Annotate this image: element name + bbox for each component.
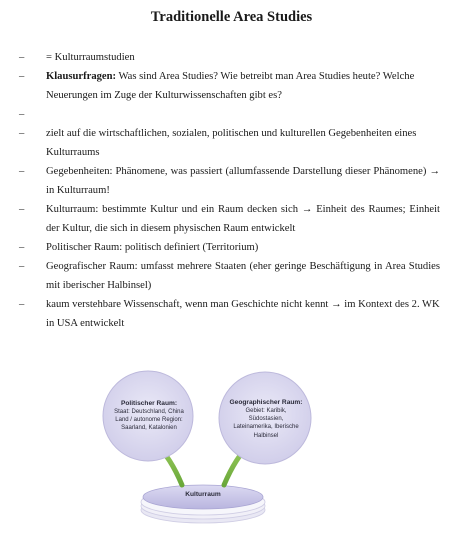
bullet-item — [0, 162, 463, 200]
left-bubble-line: Land / autonome Region: — [115, 417, 183, 424]
right-bubble-line: Südostasien, — [248, 416, 284, 423]
kulturraum-diagram — [0, 370, 463, 540]
bullet-item — [0, 67, 463, 105]
bullet-text — [46, 67, 440, 105]
bullet-text: Gegebenheiten: Phänomene, was passiert (allumfassende Darstellung dieser Phänomene) → in Kulturraum! — [46, 166, 440, 196]
kulturraum-label: Kulturraum — [185, 491, 221, 498]
left-bubble-text — [108, 399, 190, 433]
right-bubble-line: Gebiet: Karibik, — [245, 408, 287, 414]
bullet-dash: – — [19, 71, 25, 82]
bullet-text: Politischer Raum: politisch definiert (Territorium) — [46, 242, 259, 253]
bullet-text: Geografischer Raum: umfasst mehrere Staaten (eher geringe Beschäftigung in Area Studies mit iberischer Halbinsel) — [46, 261, 440, 291]
left-bubble-line: Staat: Deutschland, China — [114, 409, 184, 415]
bullet-list — [0, 48, 463, 333]
bullet-item — [0, 200, 463, 238]
bullet-body: Was sind Area Studies? Wie betreibt man Area Studies heute? Welche Neuerungen im Zuge der Kulturwissenschaften gibt es? — [46, 71, 415, 101]
diagram-graphic — [0, 370, 463, 540]
right-bubble-text — [224, 398, 308, 440]
left-bubble-heading: Politischer Raum: — [120, 400, 178, 407]
bullet-item — [0, 238, 463, 257]
bullet-dash: – — [19, 299, 25, 310]
right-bubble-line: Lateinamerika, Iberische — [233, 424, 299, 431]
left-bubble-line: Saarland, Katalonien — [121, 425, 177, 432]
bullet-item — [0, 48, 463, 67]
bullet-text: zielt auf die wirtschaftlichen, sozialen, politischen und kulturellen Gegebenheiten eines Kulturraums — [46, 128, 417, 158]
paragraph-gap — [0, 105, 463, 124]
bullet-dash: – — [19, 261, 25, 272]
bullet-text: = Kulturraumstudien — [46, 52, 135, 63]
bullet-dash: – — [19, 128, 25, 139]
bullet-item — [0, 257, 463, 295]
bullet-dash: – — [19, 166, 25, 177]
bullet-text: Kulturraum: bestimmte Kultur und ein Raum decken sich → Einheit des Raumes; Einheit der Kultur, die sich in diesem physischen Raum entwickelt — [46, 204, 440, 234]
bullet-item — [0, 124, 463, 162]
bullet-item — [0, 295, 463, 333]
bullet-text: kaum verstehbare Wissenschaft, wenn man Geschichte nicht kennt → im Kontext des 2. WK in USA entwickelt — [46, 299, 440, 329]
bullet-dash: – — [19, 204, 25, 215]
right-bubble-line: Halbinsel — [253, 432, 279, 439]
document-title: Traditionelle Area Studies — [150, 9, 313, 25]
bullet-lead: Klausurfragen: — [46, 71, 117, 82]
bullet-dash: – — [19, 109, 25, 120]
right-bubble-heading: Geographischer Raum: — [229, 399, 303, 406]
bullet-dash: – — [19, 242, 25, 253]
bullet-dash: – — [19, 52, 25, 63]
